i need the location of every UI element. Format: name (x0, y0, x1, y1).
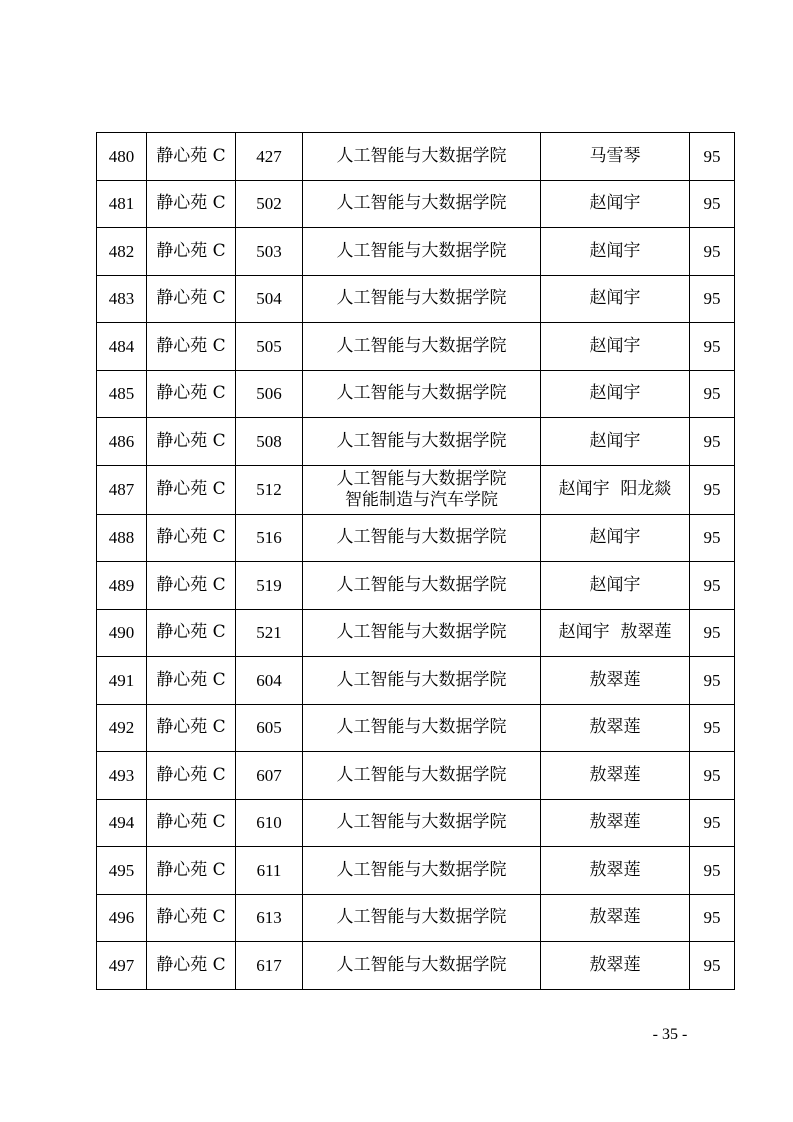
college-name: 智能制造与汽车学院 (345, 489, 498, 510)
score-cell: 95 (690, 465, 735, 514)
counselor-cell: 赵闻宇 (541, 180, 690, 228)
table-row (97, 323, 735, 371)
college-name: 人工智能与大数据学院 (336, 574, 507, 595)
building-cell: 静心苑 C (147, 752, 236, 800)
building-cell: 静心苑 C (147, 418, 236, 466)
building-cell: 静心苑 C (147, 514, 236, 562)
counselor-cell: 敖翠莲 (541, 704, 690, 752)
college-cell (303, 514, 541, 562)
score-cell: 95 (690, 704, 735, 752)
table-row (97, 657, 735, 705)
college-name: 人工智能与大数据学院 (336, 468, 507, 489)
table-row (97, 847, 735, 895)
row-number-cell: 481 (97, 180, 147, 228)
table-row (97, 370, 735, 418)
row-number-cell: 480 (97, 133, 147, 181)
room-number-cell: 508 (236, 418, 303, 466)
table-row (97, 752, 735, 800)
table-row (97, 562, 735, 610)
table-row (97, 609, 735, 657)
building-cell: 静心苑 C (147, 847, 236, 895)
dormitory-score-table (96, 132, 735, 990)
room-number-cell: 505 (236, 323, 303, 371)
page-number: - 35 - (652, 1026, 688, 1043)
table-row (97, 942, 735, 990)
table-row (97, 894, 735, 942)
room-number-cell: 506 (236, 370, 303, 418)
building-cell: 静心苑 C (147, 133, 236, 181)
counselor-cell: 敖翠莲 (541, 847, 690, 895)
score-cell: 95 (690, 370, 735, 418)
row-number-cell: 490 (97, 609, 147, 657)
college-name: 人工智能与大数据学院 (336, 907, 507, 928)
counselor-cell: 敖翠莲 (541, 752, 690, 800)
building-cell: 静心苑 C (147, 942, 236, 990)
college-cell (303, 894, 541, 942)
college-name: 人工智能与大数据学院 (336, 622, 507, 643)
counselor-cell: 赵闻宇 (541, 418, 690, 466)
room-number-cell: 502 (236, 180, 303, 228)
score-cell: 95 (690, 657, 735, 705)
college-name: 人工智能与大数据学院 (336, 193, 507, 214)
building-cell: 静心苑 C (147, 275, 236, 323)
building-cell: 静心苑 C (147, 370, 236, 418)
room-number-cell: 519 (236, 562, 303, 610)
row-number-cell: 489 (97, 562, 147, 610)
row-number-cell: 483 (97, 275, 147, 323)
college-cell (303, 657, 541, 705)
counselor-cell: 敖翠莲 (541, 799, 690, 847)
building-cell: 静心苑 C (147, 894, 236, 942)
counselor-cell: 赵闻宇 (541, 228, 690, 276)
row-number-cell: 494 (97, 799, 147, 847)
row-number-cell: 484 (97, 323, 147, 371)
college-name: 人工智能与大数据学院 (336, 527, 507, 548)
college-cell (303, 133, 541, 181)
score-cell: 95 (690, 847, 735, 895)
score-cell: 95 (690, 275, 735, 323)
counselor-cell: 赵闻宇 (541, 514, 690, 562)
room-number-cell: 521 (236, 609, 303, 657)
building-cell: 静心苑 C (147, 609, 236, 657)
building-cell: 静心苑 C (147, 562, 236, 610)
college-cell (303, 942, 541, 990)
row-number-cell: 491 (97, 657, 147, 705)
building-cell: 静心苑 C (147, 704, 236, 752)
row-number-cell: 488 (97, 514, 147, 562)
college-cell (303, 752, 541, 800)
college-cell (303, 847, 541, 895)
room-number-cell: 604 (236, 657, 303, 705)
table-row (97, 228, 735, 276)
college-name: 人工智能与大数据学院 (336, 383, 507, 404)
table-row (97, 799, 735, 847)
counselor-cell: 赵闻宇 敖翠莲 (541, 609, 690, 657)
score-cell: 95 (690, 228, 735, 276)
college-name: 人工智能与大数据学院 (336, 954, 507, 975)
building-cell: 静心苑 C (147, 323, 236, 371)
score-cell: 95 (690, 894, 735, 942)
building-cell: 静心苑 C (147, 180, 236, 228)
counselor-cell: 马雪琴 (541, 133, 690, 181)
college-cell (303, 275, 541, 323)
college-cell (303, 228, 541, 276)
row-number-cell: 493 (97, 752, 147, 800)
college-name: 人工智能与大数据学院 (336, 669, 507, 690)
score-cell: 95 (690, 609, 735, 657)
score-cell: 95 (690, 133, 735, 181)
row-number-cell: 482 (97, 228, 147, 276)
room-number-cell: 503 (236, 228, 303, 276)
room-number-cell: 512 (236, 465, 303, 514)
college-cell (303, 562, 541, 610)
table-row (97, 704, 735, 752)
counselor-cell: 赵闻宇 (541, 323, 690, 371)
table-row (97, 514, 735, 562)
row-number-cell: 497 (97, 942, 147, 990)
score-cell: 95 (690, 514, 735, 562)
college-cell (303, 465, 541, 514)
building-cell: 静心苑 C (147, 657, 236, 705)
score-cell: 95 (690, 323, 735, 371)
room-number-cell: 617 (236, 942, 303, 990)
college-name: 人工智能与大数据学院 (336, 335, 507, 356)
room-number-cell: 610 (236, 799, 303, 847)
room-number-cell: 427 (236, 133, 303, 181)
college-name: 人工智能与大数据学院 (336, 764, 507, 785)
room-number-cell: 613 (236, 894, 303, 942)
score-cell: 95 (690, 180, 735, 228)
counselor-cell: 赵闻宇 (541, 562, 690, 610)
room-number-cell: 605 (236, 704, 303, 752)
building-cell: 静心苑 C (147, 228, 236, 276)
college-cell (303, 609, 541, 657)
counselor-cell: 敖翠莲 (541, 942, 690, 990)
row-number-cell: 486 (97, 418, 147, 466)
counselor-cell: 赵闻宇 (541, 370, 690, 418)
room-number-cell: 504 (236, 275, 303, 323)
table-row (97, 418, 735, 466)
building-cell: 静心苑 C (147, 799, 236, 847)
college-name: 人工智能与大数据学院 (336, 812, 507, 833)
counselor-cell: 赵闻宇 阳龙燚 (541, 465, 690, 514)
table-row (97, 133, 735, 181)
college-cell (303, 370, 541, 418)
row-number-cell: 487 (97, 465, 147, 514)
row-number-cell: 496 (97, 894, 147, 942)
college-name: 人工智能与大数据学院 (336, 288, 507, 309)
college-name: 人工智能与大数据学院 (336, 145, 507, 166)
counselor-cell: 敖翠莲 (541, 894, 690, 942)
room-number-cell: 516 (236, 514, 303, 562)
table-body (97, 133, 735, 990)
score-cell: 95 (690, 942, 735, 990)
room-number-cell: 611 (236, 847, 303, 895)
table-row (97, 465, 735, 514)
college-cell (303, 418, 541, 466)
row-number-cell: 485 (97, 370, 147, 418)
room-number-cell: 607 (236, 752, 303, 800)
college-cell (303, 799, 541, 847)
row-number-cell: 492 (97, 704, 147, 752)
college-cell (303, 180, 541, 228)
college-cell (303, 704, 541, 752)
college-name: 人工智能与大数据学院 (336, 430, 507, 451)
college-name: 人工智能与大数据学院 (336, 717, 507, 738)
college-name: 人工智能与大数据学院 (336, 240, 507, 261)
score-cell: 95 (690, 562, 735, 610)
counselor-cell: 敖翠莲 (541, 657, 690, 705)
score-cell: 95 (690, 418, 735, 466)
score-cell: 95 (690, 799, 735, 847)
college-cell (303, 323, 541, 371)
building-cell: 静心苑 C (147, 465, 236, 514)
score-cell: 95 (690, 752, 735, 800)
table-row (97, 180, 735, 228)
counselor-cell: 赵闻宇 (541, 275, 690, 323)
table-row (97, 275, 735, 323)
college-name: 人工智能与大数据学院 (336, 859, 507, 880)
row-number-cell: 495 (97, 847, 147, 895)
